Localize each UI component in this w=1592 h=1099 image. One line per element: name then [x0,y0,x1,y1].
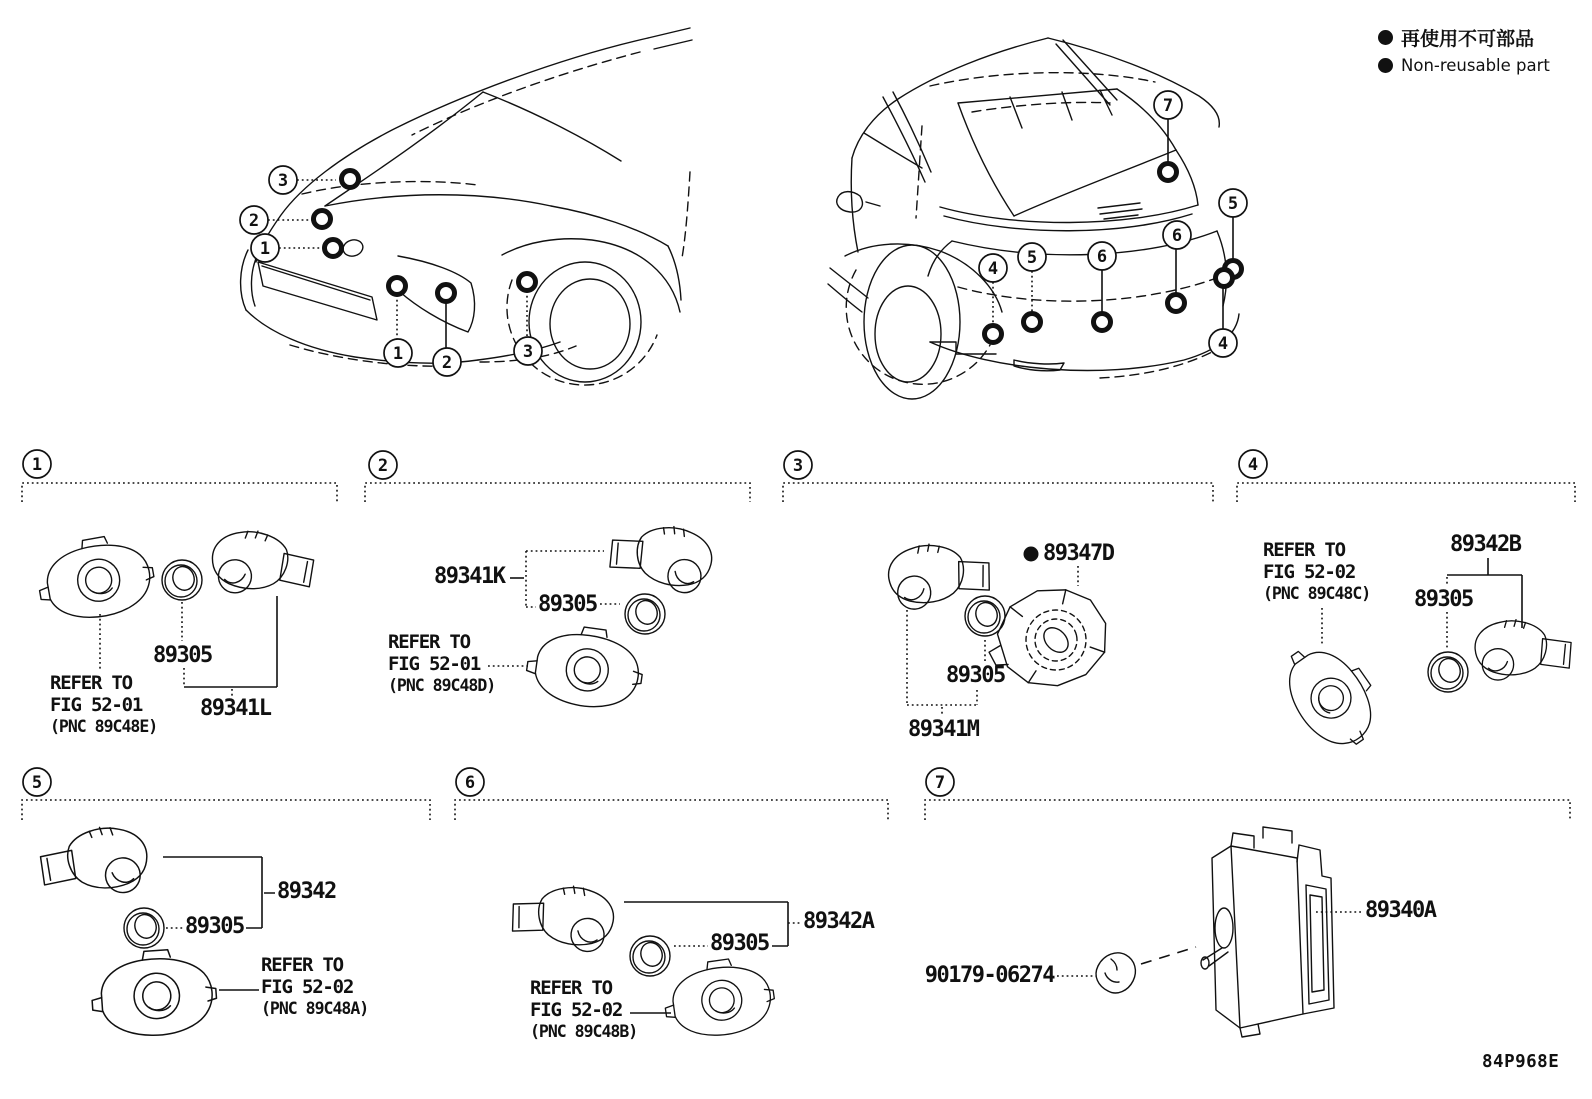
legend [1378,24,1550,80]
callout-front-1 [251,234,279,262]
svg-text:6: 6 [1096,247,1108,267]
front-vehicle-drawing [241,28,692,385]
rear-sensor-markers [985,119,1242,343]
refer-note: REFER TO FIG 52-01 (PNC 89C48E) [50,672,158,736]
section-7-circle [926,768,954,796]
callout-front-1b [384,339,412,367]
callout-rear-7 [1154,91,1182,119]
section-7-parts [1057,827,1362,1037]
svg-text:1: 1 [392,344,404,364]
svg-text:1: 1 [259,239,271,259]
section-2-parts [488,516,716,713]
part-number-89305: 89305 [185,914,244,939]
section-6-circle [456,768,484,796]
grommet-ring-drawing [124,908,164,948]
svg-text:5: 5 [1227,194,1239,214]
ecu-module-drawing [1201,827,1334,1037]
sensor-drawing [886,539,992,611]
svg-text:3: 3 [277,171,289,191]
svg-text:7: 7 [1162,96,1174,116]
section-4-circle [1239,450,1267,478]
part-number-89342B: 89342B [1450,532,1521,557]
callout-rear-4l [979,254,1007,282]
grommet-ring-drawing [162,560,202,600]
figure-code: 84P968E [1482,1052,1560,1072]
sensor-location-marker [1168,295,1185,312]
retainer-drawing [89,947,219,1040]
grommet-ring-drawing [1428,652,1468,692]
part-number-89341L: 89341L [200,696,271,721]
callout-rear-5r [1219,189,1247,217]
part-number-89342: 89342 [277,879,336,904]
non-reusable-dot-icon [1378,58,1393,73]
part-number-89347D: 89347D [1043,541,1114,566]
svg-text:4: 4 [1247,455,1259,475]
retainer-drawing [32,529,159,626]
refer-note: REFER TO FIG 52-01 (PNC 89C48D) [388,631,496,695]
grommet-ring-drawing [630,936,670,976]
callout-rear-5l [1018,243,1046,271]
part-number-89341M: 89341M [908,717,979,742]
part-number-89305: 89305 [538,592,597,617]
retainer-drawing [1270,629,1394,761]
sensor-location-marker [325,240,342,257]
svg-text:4: 4 [987,259,999,279]
callout-rear-6l [1088,242,1116,270]
part-number-90179-06274: 90179-06274 [924,963,1054,988]
part-number-89341K: 89341K [434,564,505,589]
refer-note: REFER TO FIG 52-02 (PNC 89C48B) [530,977,638,1041]
sensor-location-marker [1216,270,1233,287]
non-reusable-dot-icon [1024,547,1039,562]
rear-vehicle-drawing [828,38,1239,399]
legend-en-text: Non-reusable part [1401,56,1550,75]
section-brackets [22,483,1575,820]
callout-front-2 [240,206,268,234]
legend-row-jp [1378,24,1550,51]
callout-rear-6r [1163,221,1191,249]
refer-note: REFER TO FIG 52-02 (PNC 89C48C) [1263,539,1371,603]
svg-text:6: 6 [1171,226,1183,246]
callout-front-3 [269,166,297,194]
sensor-drawing [509,880,616,954]
callout-rear-4r [1209,329,1237,357]
sensor-location-marker [342,171,359,188]
section-1-circle [23,450,51,478]
svg-text:4: 4 [1217,334,1229,354]
non-reusable-dot-icon [1378,30,1393,45]
section-3-circle [784,451,812,479]
sensor-location-marker [389,278,406,295]
part-number-89305: 89305 [946,663,1005,688]
sensor-location-marker [519,274,536,291]
sensor-drawing [606,516,717,596]
part-number-89305: 89305 [710,931,769,956]
svg-text:1: 1 [31,455,43,475]
nut-drawing [1096,953,1135,993]
sensor-drawing [1475,620,1571,680]
svg-text:2: 2 [441,353,453,373]
part-number-89342A: 89342A [803,909,874,934]
legend-row-en [1378,56,1550,75]
section-2-circle [369,451,397,479]
svg-text:5: 5 [31,773,43,793]
part-number-89305: 89305 [1414,587,1473,612]
section-5-circle [23,768,51,796]
sensor-drawing [39,824,150,898]
svg-text:3: 3 [522,342,534,362]
retainer-drawing [523,620,648,714]
refer-note: REFER TO FIG 52-02 (PNC 89C48A) [261,954,369,1018]
callout-front-2b [433,348,461,376]
part-number-89305: 89305 [153,643,212,668]
svg-text:7: 7 [934,773,946,793]
sensor-location-marker [1024,314,1041,331]
svg-text:3: 3 [792,456,804,476]
sensor-location-marker [314,211,331,228]
svg-text:2: 2 [248,211,260,231]
grommet-ring-drawing [625,594,665,634]
legend-jp-text: 再使用不可部品 [1401,28,1535,50]
callout-front-3b [514,337,542,365]
sensor-location-marker [1094,314,1111,331]
sensor-location-marker [438,285,455,302]
sensor-location-marker [985,326,1002,343]
sensor-drawing [210,527,316,599]
sensor-location-marker [1160,164,1177,181]
part-number-89340A: 89340A [1365,898,1436,923]
svg-text:5: 5 [1026,248,1038,268]
svg-text:2: 2 [377,456,389,476]
retainer-drawing [660,953,779,1042]
svg-text:6: 6 [464,773,476,793]
